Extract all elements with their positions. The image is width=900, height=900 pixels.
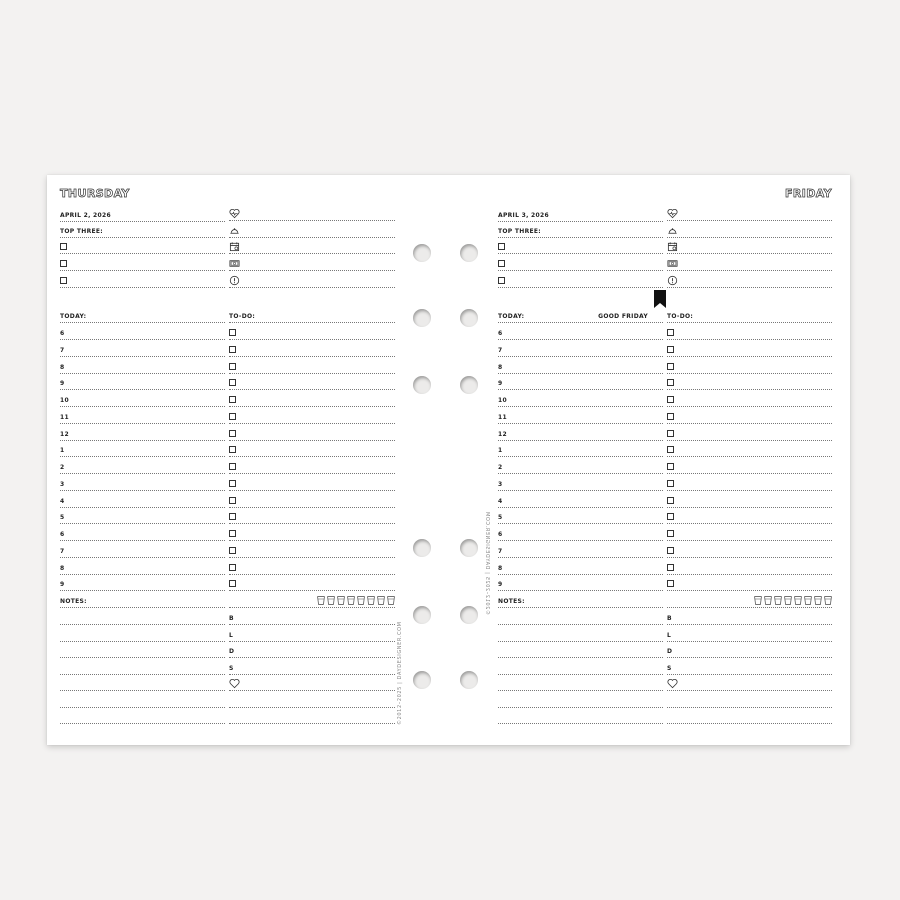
todo-row (667, 442, 832, 457)
todo-checkbox[interactable] (667, 346, 674, 353)
todo-row (229, 342, 395, 357)
water-cup-icon[interactable] (327, 596, 335, 605)
meal-line (229, 709, 395, 724)
hour-label: 7 (60, 547, 65, 555)
tracker-line (229, 239, 395, 254)
todo-row (229, 576, 395, 591)
left-page-thursday (47, 175, 427, 745)
food-cloche-icon (667, 225, 678, 236)
todo-row (229, 509, 395, 524)
hour-row (498, 576, 663, 591)
ring-hole (413, 671, 431, 689)
hour-label: 7 (60, 346, 65, 354)
todo-row (667, 509, 832, 524)
water-tracker (317, 596, 395, 605)
todo-checkbox[interactable] (667, 547, 674, 554)
meal-line (667, 627, 832, 642)
hour-label: 4 (498, 497, 503, 505)
hour-label: 4 (60, 497, 65, 505)
calendar-icon (229, 241, 240, 252)
meal-line (229, 643, 395, 658)
today-header (498, 308, 663, 323)
todo-row (229, 442, 395, 457)
hour-row (60, 392, 225, 407)
hour-row (498, 392, 663, 407)
top-three-checkbox[interactable] (60, 277, 67, 284)
hour-label: 9 (60, 380, 65, 388)
todo-header (229, 308, 395, 323)
meal-label: S (229, 664, 234, 672)
todo-row (229, 476, 395, 491)
tracker-line (229, 273, 395, 288)
todo-row (667, 375, 832, 390)
todo-checkbox[interactable] (229, 497, 236, 504)
hour-row (60, 442, 225, 457)
meal-label: L (667, 631, 672, 639)
notes-line (60, 676, 225, 691)
tracker-line (229, 223, 395, 238)
notes-line (60, 627, 225, 642)
water-cup-icon[interactable] (357, 596, 365, 605)
planner-spread (47, 175, 850, 745)
meal-label: S (667, 664, 672, 672)
notes-line (498, 660, 663, 675)
meal-line (667, 676, 832, 691)
todo-row (667, 560, 832, 575)
todo-checkbox[interactable] (667, 564, 674, 571)
hour-row (60, 543, 225, 558)
water-cup-icon[interactable] (377, 596, 385, 605)
hour-label: 8 (498, 564, 503, 572)
ring-hole (413, 539, 431, 557)
todo-checkbox[interactable] (667, 580, 674, 587)
todo-checkbox[interactable] (667, 363, 674, 370)
todo-row (229, 359, 395, 374)
todo-checkbox[interactable] (229, 430, 236, 437)
notes-header (60, 593, 225, 608)
water-cup-icon[interactable] (347, 596, 355, 605)
hour-label: 8 (60, 564, 65, 572)
water-cup-icon[interactable] (754, 596, 762, 605)
top-three-item (498, 239, 663, 254)
notes-line (498, 643, 663, 658)
top-three-item (498, 256, 663, 271)
hour-row (60, 426, 225, 441)
today-label: TODAY: (498, 313, 525, 320)
top-three-header (498, 223, 663, 238)
ring-hole (413, 309, 431, 327)
meal-line (229, 627, 395, 642)
tracker-line (229, 256, 395, 271)
hour-label: 11 (60, 413, 69, 421)
hour-row (498, 325, 663, 340)
alert-icon (667, 275, 678, 286)
notes-line (60, 660, 225, 675)
todo-row (229, 375, 395, 390)
heartbeat-icon (229, 208, 240, 219)
todo-checkbox[interactable] (667, 463, 674, 470)
notes-line (60, 643, 225, 658)
notes-line (498, 610, 663, 625)
todo-checkbox[interactable] (229, 329, 236, 336)
tracker-line (667, 206, 832, 221)
top-three-label: TOP THREE: (498, 228, 542, 235)
top-three-checkbox[interactable] (498, 277, 505, 284)
hour-label: 10 (498, 397, 507, 404)
todo-checkbox[interactable] (667, 329, 674, 336)
meal-line (667, 709, 832, 724)
hour-row (498, 409, 663, 424)
todo-checkbox[interactable] (667, 446, 674, 453)
holiday-label: GOOD FRIDAY (598, 313, 648, 320)
hour-row (60, 560, 225, 575)
todo-row (667, 576, 832, 591)
hour-label: 2 (498, 464, 503, 471)
notes-line (498, 709, 663, 724)
date-line (60, 207, 225, 222)
top-three-item (60, 273, 225, 288)
ring-hole (413, 244, 431, 262)
date-label: APRIL 2, 2026 (60, 212, 111, 219)
todo-row (229, 325, 395, 340)
hour-label: 5 (498, 514, 503, 522)
hour-row (60, 576, 225, 591)
meal-line (229, 676, 395, 691)
notes-line (498, 693, 663, 708)
top-three-item (60, 256, 225, 271)
top-three-checkbox[interactable] (60, 243, 67, 250)
todo-checkbox[interactable] (229, 530, 236, 537)
top-three-label: TOP THREE: (60, 228, 104, 235)
todo-row (667, 476, 832, 491)
hour-label: 3 (60, 480, 65, 488)
hour-row (60, 493, 225, 508)
todo-checkbox[interactable] (229, 346, 236, 353)
alert-icon (229, 275, 240, 286)
holiday-bookmark-icon (654, 290, 666, 308)
todo-checkbox[interactable] (229, 413, 236, 420)
top-three-checkbox[interactable] (498, 260, 505, 267)
meal-line (667, 660, 832, 675)
hour-label: 5 (60, 514, 65, 522)
hour-row (60, 359, 225, 374)
hour-row (498, 560, 663, 575)
hour-label: 11 (498, 413, 507, 421)
water-cup-icon[interactable] (774, 596, 782, 605)
hour-label: 2 (60, 464, 65, 471)
todo-checkbox[interactable] (229, 363, 236, 370)
water-cup-icon[interactable] (387, 596, 395, 605)
todo-row (667, 392, 832, 407)
todo-checkbox[interactable] (667, 379, 674, 386)
todo-checkbox[interactable] (229, 513, 236, 520)
food-cloche-icon (229, 225, 240, 236)
hour-label: 7 (498, 346, 503, 354)
todo-checkbox[interactable] (667, 413, 674, 420)
today-header (60, 308, 225, 323)
hour-label: 6 (498, 531, 503, 538)
meal-line (229, 693, 395, 708)
todo-row (667, 526, 832, 541)
hour-row (60, 375, 225, 390)
notes-line (498, 627, 663, 642)
top-three-header (60, 223, 225, 238)
cash-icon (229, 258, 240, 269)
ring-hole (460, 244, 478, 262)
hour-label: 9 (60, 581, 65, 589)
tracker-line (667, 273, 832, 288)
hour-row (60, 325, 225, 340)
todo-checkbox[interactable] (229, 396, 236, 403)
water-cup-icon[interactable] (317, 596, 325, 605)
todo-checkbox[interactable] (667, 497, 674, 504)
todo-checkbox[interactable] (229, 547, 236, 554)
todo-row (229, 392, 395, 407)
todo-row (229, 459, 395, 474)
todo-row (667, 426, 832, 441)
hour-label: 3 (498, 480, 503, 488)
date-label: APRIL 3, 2026 (498, 212, 549, 219)
hour-label: 12 (498, 430, 507, 438)
heartbeat-icon (667, 208, 678, 219)
todo-row (667, 409, 832, 424)
meal-label: D (229, 648, 235, 655)
hour-label: 1 (60, 447, 65, 455)
todo-row (229, 560, 395, 575)
hour-label: 9 (498, 581, 503, 589)
todo-row (667, 459, 832, 474)
notes-line (60, 693, 225, 708)
date-line (498, 207, 663, 222)
todo-row (667, 359, 832, 374)
ring-hole (460, 376, 478, 394)
water-tracker-line (667, 593, 832, 608)
todo-checkbox[interactable] (667, 430, 674, 437)
tracker-line (667, 223, 832, 238)
top-three-item (60, 239, 225, 254)
water-cup-icon[interactable] (814, 596, 822, 605)
right-page-friday (485, 175, 850, 745)
todo-checkbox[interactable] (229, 580, 236, 587)
top-three-checkbox[interactable] (498, 243, 505, 250)
todo-row (667, 543, 832, 558)
calendar-icon (667, 241, 678, 252)
meal-label: L (229, 631, 234, 639)
hour-row (60, 476, 225, 491)
meal-label: B (229, 615, 234, 622)
todo-checkbox[interactable] (229, 564, 236, 571)
hour-row (498, 493, 663, 508)
hour-label: 1 (498, 447, 503, 455)
copyright-text: ©2012–2025 | DAYDESIGNER.COM (484, 511, 490, 615)
ring-hole (460, 606, 478, 624)
tracker-line (667, 256, 832, 271)
hour-label: 9 (498, 380, 503, 388)
todo-row (667, 493, 832, 508)
hour-label: 12 (60, 430, 69, 438)
water-tracker-line (229, 593, 395, 608)
meal-label: D (667, 648, 673, 655)
hour-label: 6 (498, 330, 503, 337)
ring-hole (413, 606, 431, 624)
heart-icon (667, 678, 678, 689)
water-cup-icon[interactable] (367, 596, 375, 605)
meal-line (667, 610, 832, 625)
todo-checkbox[interactable] (667, 530, 674, 537)
hour-label: 6 (60, 531, 65, 538)
tracker-line (667, 239, 832, 254)
meal-label: B (667, 615, 672, 622)
water-cup-icon[interactable] (804, 596, 812, 605)
heart-icon (229, 678, 240, 689)
hour-row (498, 442, 663, 457)
notes-label: NOTES: (60, 598, 87, 605)
top-three-checkbox[interactable] (60, 260, 67, 267)
top-three-item (498, 273, 663, 288)
todo-checkbox[interactable] (229, 480, 236, 487)
hour-label: 8 (498, 363, 503, 371)
notes-line (498, 676, 663, 691)
notes-line (60, 709, 225, 724)
todo-checkbox[interactable] (229, 379, 236, 386)
hour-label: 6 (60, 330, 65, 337)
todo-label: TO-DO: (667, 313, 694, 320)
notes-label: NOTES: (498, 598, 525, 605)
hour-row (498, 359, 663, 374)
day-title: FRIDAY (784, 187, 832, 200)
todo-label: TO-DO: (229, 313, 256, 320)
todo-row (229, 493, 395, 508)
todo-row (667, 325, 832, 340)
todo-row (229, 543, 395, 558)
water-tracker (754, 596, 832, 605)
todo-header (667, 308, 832, 323)
hour-row (498, 526, 663, 541)
water-cup-icon[interactable] (784, 596, 792, 605)
todo-checkbox[interactable] (667, 480, 674, 487)
water-cup-icon[interactable] (794, 596, 802, 605)
hour-row (498, 543, 663, 558)
hour-row (498, 342, 663, 357)
hour-row (498, 426, 663, 441)
hour-row (60, 509, 225, 524)
hour-label: 8 (60, 363, 65, 371)
hour-label: 10 (60, 397, 69, 404)
ring-hole (460, 539, 478, 557)
meal-line (667, 693, 832, 708)
hour-row (60, 342, 225, 357)
notes-line (60, 610, 225, 625)
cash-icon (667, 258, 678, 269)
todo-checkbox[interactable] (667, 513, 674, 520)
day-title: THURSDAY (60, 187, 130, 200)
hour-row (60, 526, 225, 541)
todo-row (229, 409, 395, 424)
hour-label: 7 (498, 547, 503, 555)
today-label: TODAY: (60, 313, 87, 320)
meal-line (667, 643, 832, 658)
hour-row (498, 375, 663, 390)
notes-header (498, 593, 663, 608)
meal-line (229, 660, 395, 675)
water-cup-icon[interactable] (337, 596, 345, 605)
ring-hole (413, 376, 431, 394)
hour-row (498, 509, 663, 524)
todo-row (667, 342, 832, 357)
copyright-text: ©2012–2025 | DAYDESIGNER.COM (397, 621, 403, 725)
hour-row (60, 409, 225, 424)
hour-row (498, 459, 663, 474)
hour-row (60, 459, 225, 474)
todo-row (229, 526, 395, 541)
todo-row (229, 426, 395, 441)
ring-hole (460, 309, 478, 327)
todo-checkbox[interactable] (229, 463, 236, 470)
water-cup-icon[interactable] (764, 596, 772, 605)
todo-checkbox[interactable] (667, 396, 674, 403)
todo-checkbox[interactable] (229, 446, 236, 453)
water-cup-icon[interactable] (824, 596, 832, 605)
ring-hole (460, 671, 478, 689)
meal-line (229, 610, 395, 625)
tracker-line (229, 206, 395, 221)
hour-row (498, 476, 663, 491)
